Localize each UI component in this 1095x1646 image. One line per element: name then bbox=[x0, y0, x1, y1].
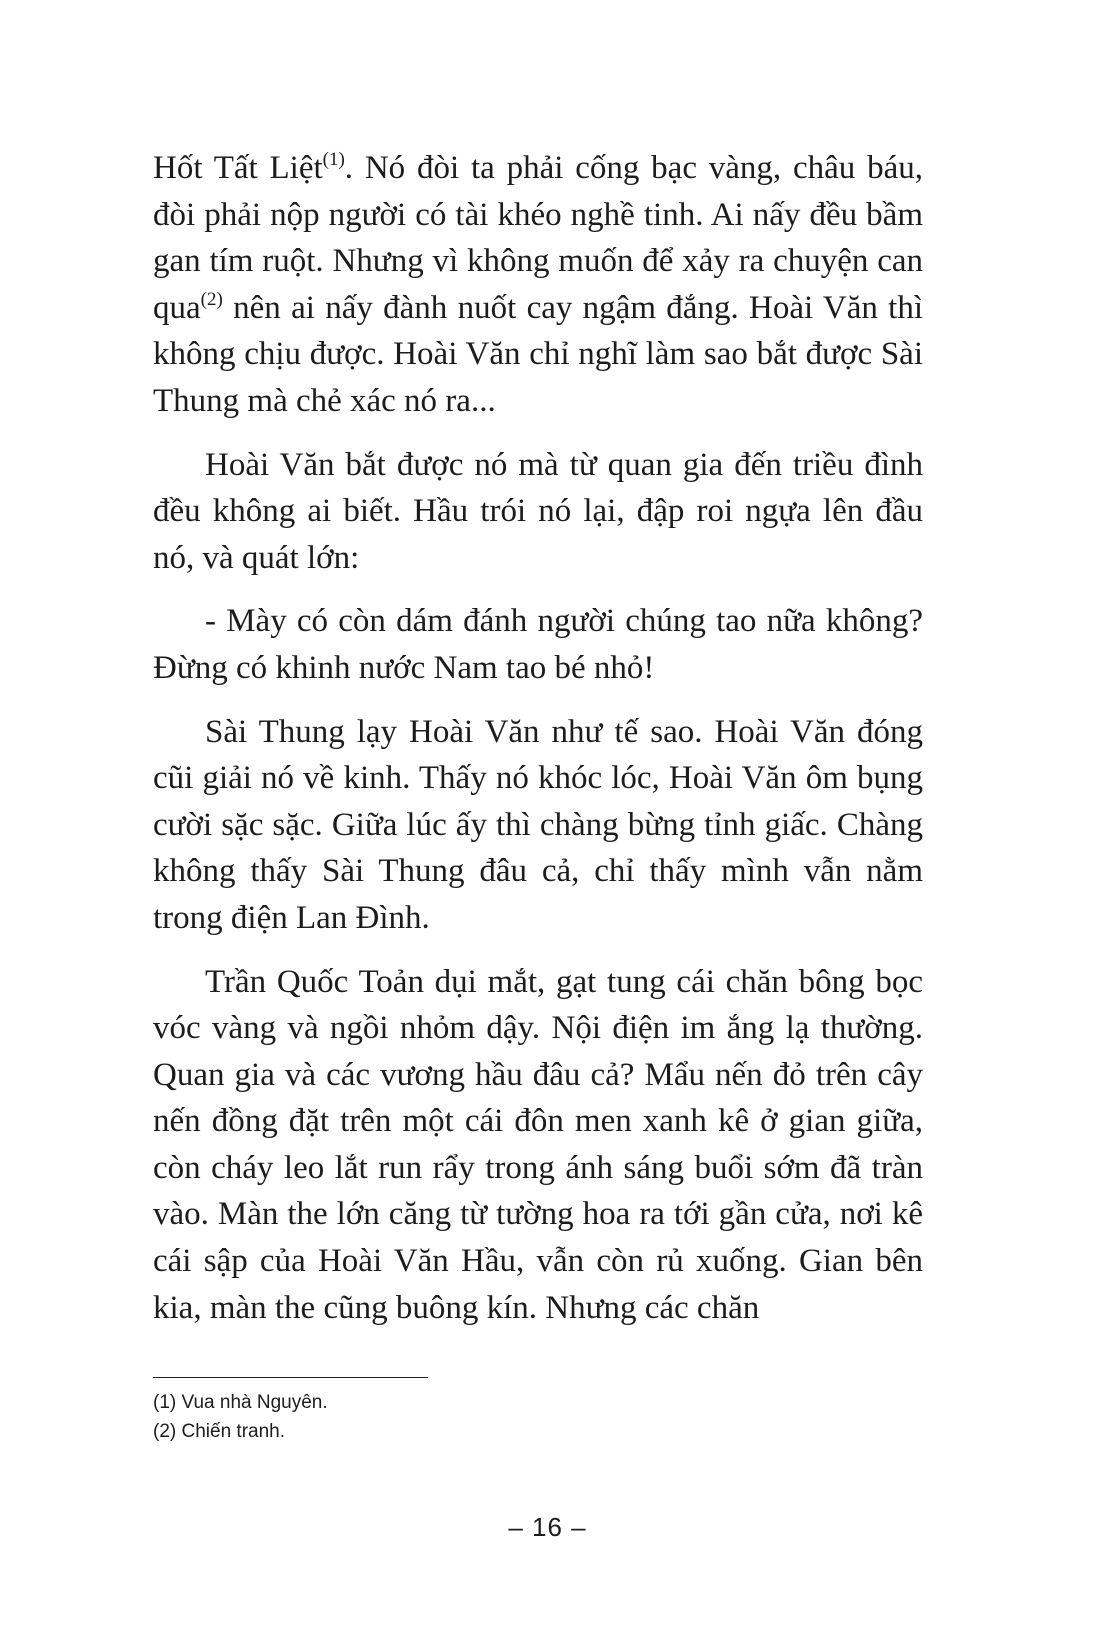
footnote-divider bbox=[153, 1377, 428, 1378]
footnote-1: (1) Vua nhà Nguyên. bbox=[153, 1392, 328, 1413]
footnote-ref-2: (2) bbox=[200, 288, 223, 310]
paragraph-1-part-c: nên ai nấy đành nuốt cay ngậm đắng. Hoài Văn thì không chịu được. Hoài Văn chỉ nghĩ làm sao bắt được Sài Thung mà chẻ xác nó ra... bbox=[153, 289, 923, 419]
paragraph-1-part-a: Hốt Tất Liệt bbox=[153, 150, 323, 186]
paragraph-2: Hoài Văn bắt được nó mà từ quan gia đến triều đình đều không ai biết. Hầu trói nó lại, đập roi ngựa lên đầu nó, và quát lớn: bbox=[153, 446, 923, 576]
page-number: – 16 – bbox=[508, 1512, 587, 1542]
paragraph-3-dialogue: - Mày có còn dám đánh người chúng tao nữa không? Đừng có khinh nước Nam tao bé nhỏ! bbox=[153, 603, 923, 686]
paragraph-1 bbox=[153, 145, 923, 425]
paragraph-1-part-b: . Nó đòi ta phải cống bạc vàng, châu báu, đòi phải nộp người có tài khéo nghề tinh. Ai nấy đều bầm gan tím ruột. Nhưng vì không muốn để xảy ra chuyện can qua bbox=[153, 150, 923, 326]
footnotes bbox=[153, 1388, 753, 1446]
footnote-2: (2) Chiến tranh. bbox=[153, 1421, 286, 1442]
body-text bbox=[153, 145, 923, 1348]
paragraph-5: Trần Quốc Toản dụi mắt, gạt tung cái chăn bông bọc vóc vàng và ngồi nhỏm dậy. Nội điện im ắng lạ thường. Quan gia và các vương hầu đâu cả? Mẩu nến đỏ trên cây nến đồng đặt trên một cái đôn men xanh kê ở gian giữa, còn cháy leo lắt run rẩy trong ánh sáng buổi sớm đã tràn vào. Màn the lớn căng từ tường hoa ra tới gần cửa, nơi kê cái sập của Hoài Văn Hầu, vẫn còn rủ xuống. Gian bên kia, màn the cũng buông kín. Nhưng các chăn bbox=[153, 963, 923, 1326]
footnote-ref-1: (1) bbox=[322, 149, 345, 170]
paragraph-4: Sài Thung lạy Hoài Văn như tế sao. Hoài Văn đóng cũi giải nó về kinh. Thấy nó khóc lóc, Hoài Văn ôm bụng cười sặc sặc. Giữa lúc ấy thì chàng bừng tỉnh giấc. Chàng không thấy Sài Thung đâu cả, chỉ thấy mình vẫn nằm trong điện Lan Đình. bbox=[153, 713, 923, 936]
